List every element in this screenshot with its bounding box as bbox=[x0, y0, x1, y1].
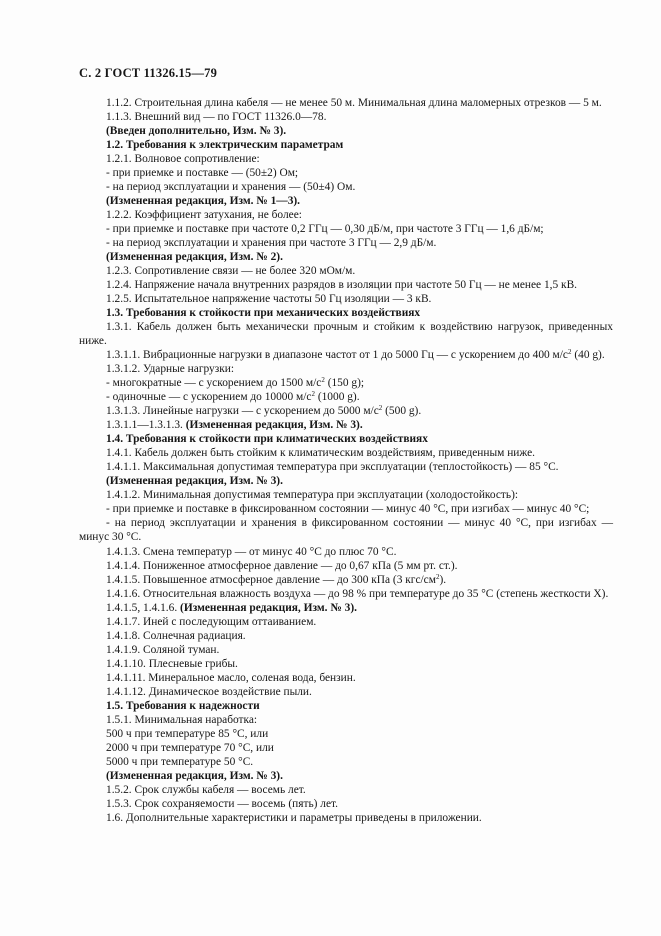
paragraph: 1.3.1. Кабель должен быть механически прочным и стойким к воздействию нагрузок, приведенных ниже. bbox=[79, 321, 613, 348]
paragraph: 1.2.5. Испытательное напряжение частоты 50 Гц изоляции — 3 кВ. bbox=[106, 293, 432, 306]
paragraph: 1.2.1. Волновое сопротивление: bbox=[106, 153, 260, 166]
paragraph: 1.2.3. Сопротивление связи — не более 320 мОм/м. bbox=[106, 265, 356, 278]
amendment-note: (Измененная редакция, Изм. № 3). bbox=[185, 419, 363, 432]
paragraph: 1.2.2. Коэффициент затухания, не более: bbox=[106, 209, 302, 222]
paragraph: 1.4.1.12. Динамическое воздействие пыли. bbox=[106, 685, 312, 698]
paragraph: 1.4.1.2. Минимальная допустимая температура при эксплуатации (холодостойкость): bbox=[106, 489, 519, 502]
paragraph: 1.4.1.3. Смена температур — от минус 40 °С до плюс 70 °С. bbox=[106, 545, 397, 558]
paragraph: 1.6. Дополнительные характеристики и параметры приведены в приложении. bbox=[106, 811, 482, 824]
paragraph: 500 ч при температуре 85 °С, или bbox=[106, 727, 269, 740]
paragraph: 1.1.2. Строительная длина кабеля — не менее 50 м. Минимальная длина маломерных отрезков — 5 м. bbox=[106, 97, 602, 109]
paragraph: - при приемке и поставке в фиксированном состоянии — минус 40 °С, при изгибах — минус 40 °С; bbox=[106, 503, 590, 516]
paragraph: 1.5.3. Срок сохраняемости — восемь (пять) лет. bbox=[106, 797, 338, 810]
paragraph: 1.4.1. Кабель должен быть стойким к климатическим воздействиям, приведенным ниже. bbox=[106, 447, 536, 460]
paragraph: 2000 ч при температуре 70 °С, или bbox=[106, 741, 274, 754]
amendment-note: (Измененная редакция, Изм. № 3). bbox=[180, 601, 357, 614]
paragraph: 1.3.1.2. Ударные нагрузки: bbox=[106, 363, 235, 376]
bold-paragraph: 1.3. Требования к стойкости при механических воздействиях bbox=[106, 307, 421, 320]
paragraph: 1.4.1.10. Плесневые грибы. bbox=[106, 657, 238, 670]
paragraph: 1.4.1.5. Повышенное атмосферное давление — до 300 кПа (3 кгс/$см^2$). bbox=[106, 572, 447, 586]
paragraph: - на период эксплуатации и хранения — (50±4) Ом. bbox=[106, 181, 356, 194]
bold-paragraph: (Измененная редакция, Изм. № 2). bbox=[106, 251, 283, 264]
paragraph: 1.4.1.1. Максимальная допустимая температура при эксплуатации (теплостойкость) — 85 °С. bbox=[106, 461, 559, 474]
paragraph: 1.4.1.7. Иней с последующим оттаиванием. bbox=[106, 615, 317, 628]
paragraph: 1.4.1.9. Соляной туман. bbox=[106, 643, 220, 656]
paragraph: - одиночные — с ускорением до 10000 $м/с^2$ (1000 g). bbox=[106, 390, 360, 404]
paragraph: 1.3.1.3. Линейные нагрузки — с ускорением до 5000 $м/с^2$ (500 g). bbox=[106, 404, 422, 418]
bold-paragraph: (Введен дополнительно, Изм. № 3). bbox=[106, 125, 287, 138]
bold-paragraph: (Измененная редакция, Изм. № 1—3). bbox=[106, 195, 301, 208]
paragraph: - многократные — с ускорением до 1500 $м/с^2$ (150 g); bbox=[106, 376, 365, 390]
paragraph: - на период эксплуатации и хранения в фиксированном состоянии — минус 40 °С, при изгибах — минус 30 °С. bbox=[79, 517, 613, 544]
paragraph: - при приемке и поставке — (50±2) Ом; bbox=[106, 167, 299, 180]
bold-paragraph: (Измененная редакция, Изм. № 3). bbox=[106, 475, 283, 488]
paragraph: 1.3.1.1. Вибрационные нагрузки в диапазоне частот от 1 до 5000 Гц — с ускорением до 400 $м/с^2$ (40 g). bbox=[106, 348, 605, 362]
paragraph: 5000 ч при температуре 50 °С. bbox=[106, 755, 254, 768]
paragraph: 1.4.1.8. Солнечная радиация. bbox=[106, 629, 246, 642]
paragraph: - на период эксплуатации и хранения при частоте 3 ГГц — 2,9 дБ/м. bbox=[106, 237, 437, 250]
paragraph: 1.4.1.5, 1.4.1.6. (Измененная редакция, Изм. № 3). bbox=[106, 601, 357, 614]
paragraph: 1.5.1. Минимальная наработка: bbox=[106, 713, 258, 726]
bold-paragraph: (Измененная редакция, Изм. № 3). bbox=[106, 769, 283, 782]
bold-paragraph: 1.5. Требования к надежности bbox=[106, 699, 260, 712]
page-header: С. 2 ГОСТ 11326.15—79 bbox=[79, 66, 218, 80]
paragraph: 1.5.2. Срок службы кабеля — восемь лет. bbox=[106, 783, 306, 796]
paragraph: 1.3.1.1—1.3.1.3. (Измененная редакция, Изм. № 3). bbox=[106, 419, 363, 432]
paragraph: 1.1.3. Внешний вид — по ГОСТ 11326.0—78. bbox=[106, 111, 327, 124]
bold-paragraph: 1.4. Требования к стойкости при климатических воздействиях bbox=[106, 433, 428, 446]
paragraph: 1.4.1.6. Относительная влажность воздуха — до 98 % при температуре до 35 °С (степень жесткости X). bbox=[106, 587, 609, 600]
paragraph: 1.4.1.11. Минеральное масло, соленая вода, бензин. bbox=[106, 671, 356, 684]
paragraph: 1.4.1.4. Пониженное атмосферное давление — до 0,67 кПа (5 мм рт. ст.). bbox=[106, 559, 458, 572]
document-body bbox=[79, 96, 613, 825]
paragraph: - при приемке и поставке при частоте 0,2 ГГц — 0,30 дБ/м, при частоте 3 ГГц — 1,6 дБ/м; bbox=[106, 223, 544, 236]
bold-paragraph: 1.2. Требования к электрическим параметрам bbox=[106, 139, 344, 152]
paragraph: 1.2.4. Напряжение начала внутренних разрядов в изоляции при частоте 50 Гц — не менее 1,5 кВ. bbox=[106, 279, 578, 292]
